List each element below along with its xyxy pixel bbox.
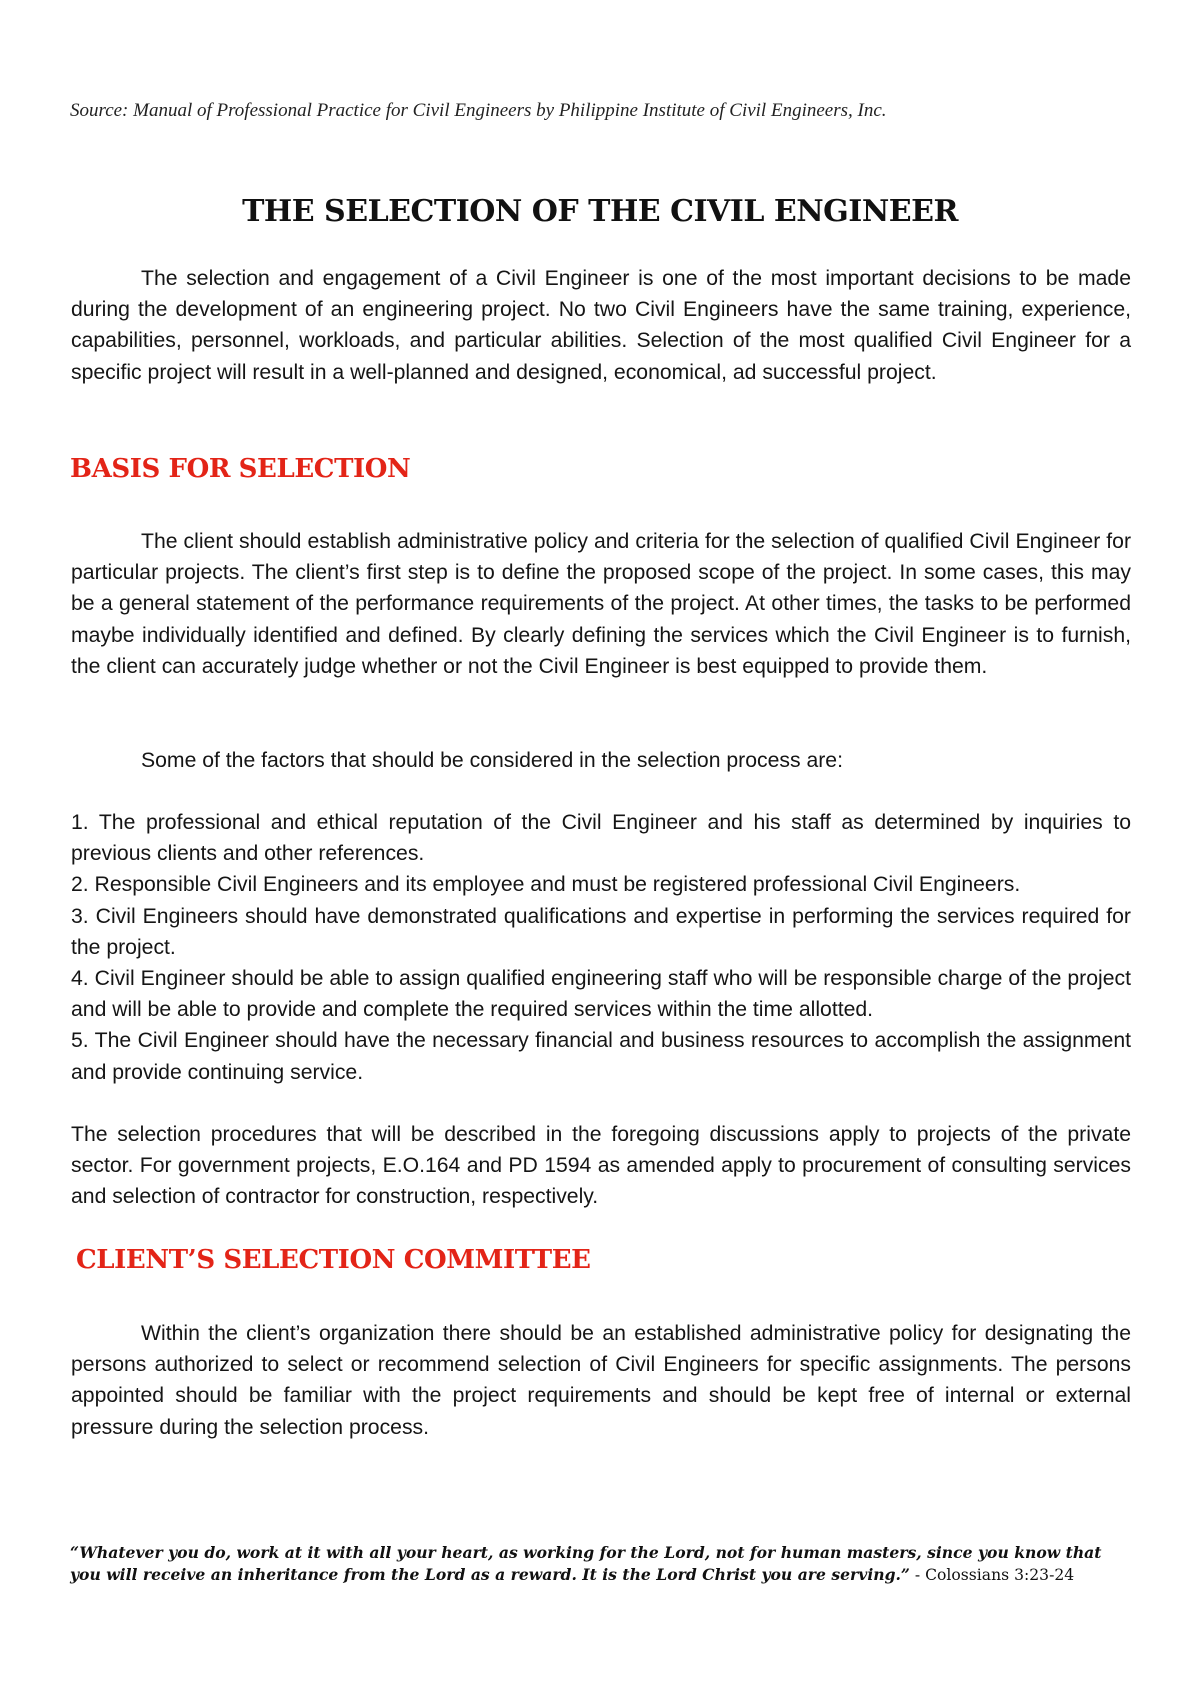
list-item: 4. Civil Engineer should be able to assign qualified engineering staff who will be responsible charge of the project and will be able to provide and complete the required services within the time allotted. — [71, 967, 1131, 1022]
basis-paragraph-3: The selection procedures that will be described in the foregoing discussions apply to projects of the private sector. For government projects, E.O.164 and PD 1594 as amended apply to procurement of consulting services and selection of contractor for construction, respectively. — [71, 1123, 1131, 1209]
footer-quote — [70, 1542, 1130, 1586]
basis-paragraph-2: Some of the factors that should be considered in the selection process are: — [141, 749, 843, 772]
page-title: THE SELECTION OF THE CIVIL ENGINEER — [242, 194, 958, 229]
quote-text: “Whatever you do, work at it with all your heart, as working for the Lord, not for human masters, since you know that you will receive an inheritance from the Lord as a reward. It is the Lord Christ you are serving.” — [70, 1543, 1102, 1584]
selection-factors-list — [71, 807, 1131, 1088]
basis-paragraph-1: The client should establish administrative policy and criteria for the selection of qualified Civil Engineer for particular projects. The client’s first step is to define the proposed scope of the project. In some cases, this may be a general statement of the performance requirements of the project. At other times, the tasks to be performed maybe individually identified and defined. By clearly defining the services which the Civil Engineer is to furnish, the client can accurately judge whether or not the Civil Engineer is best equipped to provide them. — [71, 530, 1131, 678]
list-item: 3. Civil Engineers should have demonstrated qualifications and expertise in performing the services required for the project. — [71, 904, 1131, 959]
source-citation: Source: Manual of Professional Practice for Civil Engineers by Philippine Institute of Civil Engineers, Inc. — [70, 100, 887, 121]
list-item: 5. The Civil Engineer should have the necessary financial and business resources to accomplish the assignment and provide continuing service. — [71, 1029, 1131, 1084]
committee-paragraph-1: Within the client’s organization there should be an established administrative policy for designating the persons authorized to select or recommend selection of Civil Engineers for specific assignments. The persons appointed should be familiar with the project requirements and should be kept free of internal or external pressure during the selection process. — [71, 1322, 1131, 1439]
intro-paragraph: The selection and engagement of a Civil Engineer is one of the most important decisions to be made during the development of an engineering project. No two Civil Engineers have the same training, experience, capabilities, personnel, workloads, and particular abilities. Selection of the most qualified Civil Engineer for a specific project will result in a well-planned and designed, economical, ad successful project. — [71, 267, 1131, 384]
section-heading-committee: CLIENT’S SELECTION COMMITTEE — [76, 1245, 591, 1275]
list-item: 1. The professional and ethical reputation of the Civil Engineer and his staff as determined by inquiries to previous clients and other references. — [71, 811, 1131, 866]
section-heading-basis: BASIS FOR SELECTION — [70, 454, 411, 484]
quote-reference: - Colossians 3:23-24 — [914, 1566, 1075, 1584]
list-item: 2. Responsible Civil Engineers and its employee and must be registered professional Civil Engineers. — [71, 873, 1021, 897]
